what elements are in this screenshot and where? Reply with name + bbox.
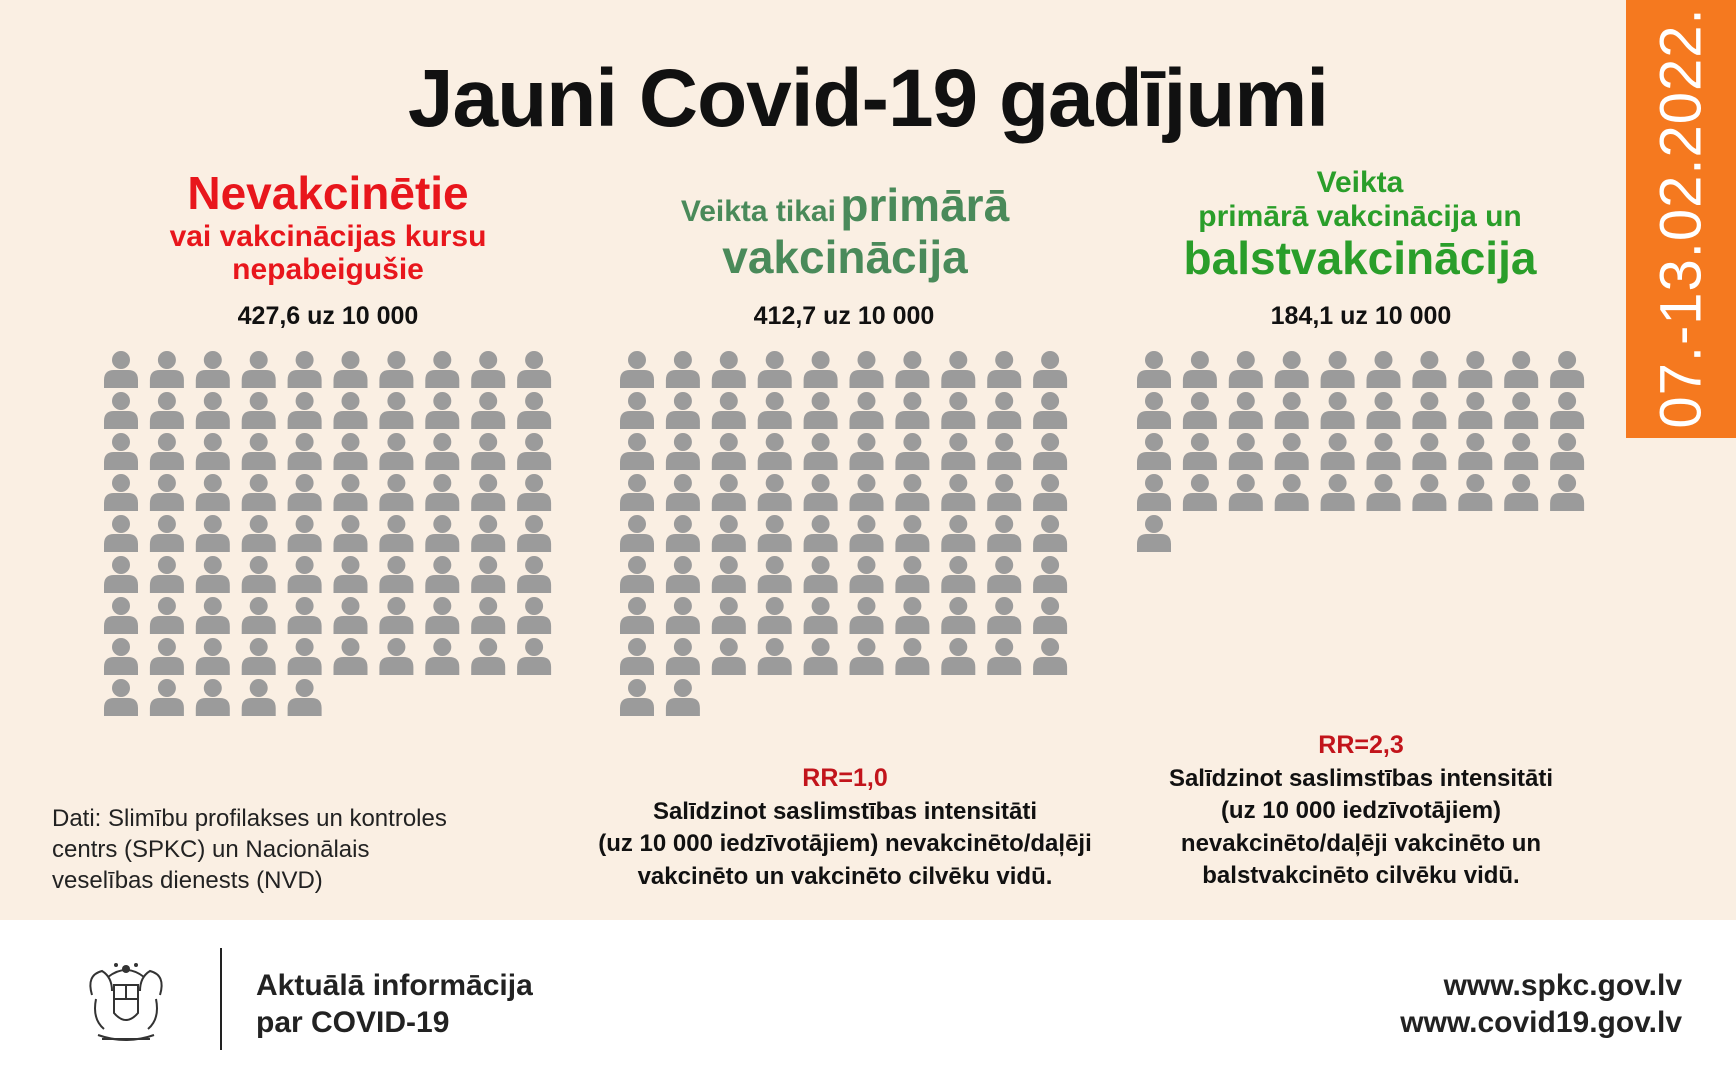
person-icon bbox=[150, 392, 184, 429]
person-icon bbox=[288, 474, 322, 511]
person-icon bbox=[334, 433, 368, 470]
person-icon bbox=[288, 679, 322, 716]
person-icon bbox=[517, 556, 551, 593]
footer-urls bbox=[1400, 968, 1682, 1041]
unvaccinated-subtitle-1: vai vakcinācijas kursu bbox=[169, 219, 487, 253]
person-icon bbox=[288, 433, 322, 470]
person-icon bbox=[620, 638, 654, 675]
person-icon bbox=[895, 351, 929, 388]
person-icon bbox=[517, 351, 551, 388]
person-icon bbox=[758, 433, 792, 470]
person-icon bbox=[471, 351, 505, 388]
person-icon bbox=[1550, 392, 1584, 429]
person-icon bbox=[666, 392, 700, 429]
person-icon bbox=[150, 474, 184, 511]
person-icon bbox=[712, 556, 746, 593]
primary-title-big: primārā bbox=[840, 179, 1010, 231]
person-icon bbox=[1321, 392, 1355, 429]
booster-rr-label: RR=2,3 bbox=[1318, 731, 1404, 759]
person-icon bbox=[895, 515, 929, 552]
person-icon bbox=[1033, 515, 1067, 552]
person-icon bbox=[150, 351, 184, 388]
person-icon bbox=[334, 351, 368, 388]
primary-rr-note bbox=[560, 762, 1130, 893]
person-icon bbox=[1367, 474, 1401, 511]
person-icon bbox=[517, 515, 551, 552]
primary-title-2: vakcinācija bbox=[722, 230, 968, 283]
person-icon bbox=[850, 433, 884, 470]
person-icon bbox=[1033, 556, 1067, 593]
person-icon bbox=[620, 474, 654, 511]
source-line-2: centrs (SPKC) un Nacionālais bbox=[52, 836, 370, 864]
person-icon bbox=[1367, 433, 1401, 470]
person-icon bbox=[471, 638, 505, 675]
person-icon bbox=[895, 597, 929, 634]
person-icon bbox=[758, 638, 792, 675]
data-source bbox=[52, 803, 472, 897]
person-icon bbox=[941, 474, 975, 511]
person-icon bbox=[987, 392, 1021, 429]
primary-rr-label: RR=1,0 bbox=[802, 764, 888, 792]
person-icon bbox=[425, 638, 459, 675]
person-icon bbox=[104, 638, 138, 675]
person-icon bbox=[1033, 597, 1067, 634]
person-icon bbox=[288, 638, 322, 675]
person-icon bbox=[104, 556, 138, 593]
person-icon bbox=[379, 638, 413, 675]
person-icon bbox=[1367, 351, 1401, 388]
person-icon bbox=[1550, 433, 1584, 470]
person-icon bbox=[941, 597, 975, 634]
person-icon bbox=[1183, 474, 1217, 511]
person-icon bbox=[1550, 474, 1584, 511]
person-icon bbox=[471, 433, 505, 470]
person-icon bbox=[425, 474, 459, 511]
person-icon bbox=[712, 392, 746, 429]
person-icon bbox=[379, 433, 413, 470]
person-icon bbox=[620, 351, 654, 388]
person-icon bbox=[850, 597, 884, 634]
person-icon bbox=[425, 433, 459, 470]
person-icon bbox=[895, 392, 929, 429]
person-icon bbox=[242, 638, 276, 675]
unvaccinated-title: Nevakcinētie bbox=[187, 167, 469, 219]
person-icon bbox=[242, 351, 276, 388]
date-range: 07.-13.02.2022. bbox=[1648, 7, 1714, 429]
person-icon bbox=[1504, 351, 1538, 388]
person-icon bbox=[1137, 433, 1171, 470]
person-icon bbox=[517, 433, 551, 470]
person-icon bbox=[1504, 433, 1538, 470]
person-icon bbox=[1137, 392, 1171, 429]
person-icon bbox=[895, 433, 929, 470]
footer-divider bbox=[220, 948, 222, 1050]
person-icon bbox=[379, 556, 413, 593]
person-icon bbox=[1229, 433, 1263, 470]
person-icon bbox=[288, 597, 322, 634]
person-icon bbox=[196, 597, 230, 634]
person-icon bbox=[1033, 351, 1067, 388]
person-icon bbox=[517, 638, 551, 675]
booster-title-3: balstvakcinācija bbox=[1183, 232, 1537, 285]
person-icon bbox=[1033, 392, 1067, 429]
person-icon bbox=[334, 515, 368, 552]
person-icon bbox=[288, 351, 322, 388]
person-icon bbox=[242, 515, 276, 552]
person-icon bbox=[242, 433, 276, 470]
person-icon bbox=[1321, 433, 1355, 470]
person-icon bbox=[987, 474, 1021, 511]
person-icon bbox=[150, 597, 184, 634]
person-icon bbox=[666, 433, 700, 470]
person-icon bbox=[941, 392, 975, 429]
person-icon bbox=[196, 351, 230, 388]
person-icon bbox=[1458, 474, 1492, 511]
person-icon bbox=[196, 392, 230, 429]
person-icon bbox=[804, 474, 838, 511]
person-icon bbox=[104, 474, 138, 511]
person-icon bbox=[1275, 351, 1309, 388]
source-line-3: veselības dienests (NVD) bbox=[52, 867, 323, 895]
primary-rr-text-2: (uz 10 000 iedzīvotājiem) nevakcinēto/daļēji bbox=[598, 830, 1092, 858]
person-icon bbox=[242, 556, 276, 593]
person-icon bbox=[471, 556, 505, 593]
person-icon bbox=[712, 474, 746, 511]
person-icon bbox=[104, 679, 138, 716]
person-icon bbox=[1183, 392, 1217, 429]
person-icon bbox=[379, 392, 413, 429]
primary-title-small: Veikta tikai bbox=[680, 195, 836, 228]
person-icon bbox=[758, 515, 792, 552]
person-icon bbox=[1033, 638, 1067, 675]
person-icon bbox=[150, 556, 184, 593]
booster-title-2: primārā vakcinācija un bbox=[1198, 199, 1522, 233]
person-icon bbox=[987, 351, 1021, 388]
person-icon bbox=[895, 474, 929, 511]
unvaccinated-subtitle-2: nepabeigušie bbox=[232, 253, 424, 287]
person-icon bbox=[196, 474, 230, 511]
person-icon bbox=[758, 392, 792, 429]
person-icon bbox=[850, 556, 884, 593]
person-icon bbox=[104, 351, 138, 388]
person-icon bbox=[242, 392, 276, 429]
source-line-1: Dati: Slimību profilakses un kontroles bbox=[52, 805, 447, 832]
person-icon bbox=[804, 392, 838, 429]
coat-of-arms-logo bbox=[72, 955, 180, 1045]
primary-rate: 412,7 uz 10 000 bbox=[753, 302, 935, 330]
person-icon bbox=[471, 515, 505, 552]
person-icon bbox=[334, 597, 368, 634]
person-icon bbox=[666, 351, 700, 388]
person-icon bbox=[895, 638, 929, 675]
person-icon bbox=[1137, 474, 1171, 511]
booster-rr-text-3: nevakcinēto/daļēji vakcinēto un bbox=[1180, 829, 1542, 857]
person-icon bbox=[666, 638, 700, 675]
booster-rr-note bbox=[1130, 729, 1592, 892]
person-icon bbox=[104, 597, 138, 634]
person-icon bbox=[334, 474, 368, 511]
person-icon bbox=[1367, 392, 1401, 429]
person-icon bbox=[758, 556, 792, 593]
spkc-link[interactable]: www.spkc.gov.lv bbox=[1443, 969, 1682, 1002]
person-icon bbox=[941, 351, 975, 388]
person-icon bbox=[1412, 474, 1446, 511]
person-icon bbox=[850, 392, 884, 429]
person-icon bbox=[620, 597, 654, 634]
person-icon bbox=[895, 556, 929, 593]
person-icon bbox=[1412, 351, 1446, 388]
person-icon bbox=[425, 515, 459, 552]
person-icon bbox=[196, 433, 230, 470]
person-icon bbox=[196, 556, 230, 593]
person-icon bbox=[987, 515, 1021, 552]
covid19-link[interactable]: www.covid19.gov.lv bbox=[1400, 1005, 1682, 1039]
person-icon bbox=[987, 638, 1021, 675]
primary-rr-text-1: Salīdzinot saslimstības intensitāti bbox=[652, 797, 1038, 825]
primary-rr-text-3: vakcinēto un vakcinēto cilvēku vidū. bbox=[637, 862, 1053, 890]
person-icon bbox=[288, 392, 322, 429]
person-icon bbox=[758, 351, 792, 388]
person-icon bbox=[196, 679, 230, 716]
person-icon bbox=[517, 392, 551, 429]
person-icon bbox=[150, 679, 184, 716]
footer-info-line-1: Aktuālā informācija bbox=[256, 969, 533, 1002]
booster-rr-text-2: (uz 10 000 iedzīvotājiem) bbox=[1220, 797, 1502, 825]
person-icon bbox=[804, 515, 838, 552]
person-icon bbox=[941, 433, 975, 470]
person-icon bbox=[517, 597, 551, 634]
person-icon bbox=[987, 556, 1021, 593]
person-icon bbox=[1504, 474, 1538, 511]
person-icon bbox=[1458, 392, 1492, 429]
person-icon bbox=[425, 556, 459, 593]
person-icon bbox=[242, 679, 276, 716]
person-icon bbox=[1275, 433, 1309, 470]
person-icon bbox=[1229, 474, 1263, 511]
person-icon bbox=[712, 433, 746, 470]
person-icon bbox=[1504, 392, 1538, 429]
person-icon bbox=[620, 515, 654, 552]
person-icon bbox=[1033, 433, 1067, 470]
person-icon bbox=[850, 515, 884, 552]
person-icon bbox=[334, 392, 368, 429]
person-icon bbox=[150, 638, 184, 675]
person-icon bbox=[242, 474, 276, 511]
person-icon bbox=[1412, 392, 1446, 429]
person-icon bbox=[666, 515, 700, 552]
person-icon bbox=[1229, 392, 1263, 429]
person-icon bbox=[1183, 433, 1217, 470]
person-icon bbox=[379, 351, 413, 388]
booster-pictogram bbox=[1137, 350, 1597, 770]
person-icon bbox=[425, 351, 459, 388]
primary-heading bbox=[590, 180, 1100, 283]
person-icon bbox=[1137, 351, 1171, 388]
unvaccinated-pictogram bbox=[104, 350, 564, 770]
person-icon bbox=[987, 433, 1021, 470]
person-icon bbox=[288, 556, 322, 593]
unvaccinated-heading bbox=[98, 168, 558, 287]
person-icon bbox=[804, 433, 838, 470]
person-icon bbox=[666, 679, 700, 716]
person-icon bbox=[620, 392, 654, 429]
person-icon bbox=[1137, 515, 1171, 552]
person-icon bbox=[379, 597, 413, 634]
person-icon bbox=[850, 474, 884, 511]
main-title: Jauni Covid-19 gadījumi bbox=[407, 53, 1329, 144]
booster-rr-text-1: Salīdzinot saslimstības intensitāti bbox=[1168, 764, 1554, 792]
person-icon bbox=[712, 515, 746, 552]
person-icon bbox=[1458, 433, 1492, 470]
person-icon bbox=[712, 351, 746, 388]
person-icon bbox=[712, 638, 746, 675]
person-icon bbox=[941, 556, 975, 593]
person-icon bbox=[471, 474, 505, 511]
person-icon bbox=[1275, 474, 1309, 511]
person-icon bbox=[1550, 351, 1584, 388]
person-icon bbox=[620, 556, 654, 593]
person-icon bbox=[666, 597, 700, 634]
person-icon bbox=[941, 638, 975, 675]
person-icon bbox=[620, 433, 654, 470]
person-icon bbox=[104, 392, 138, 429]
footer-info bbox=[256, 968, 533, 1041]
person-icon bbox=[1412, 433, 1446, 470]
unvaccinated-rate: 427,6 uz 10 000 bbox=[237, 302, 419, 330]
person-icon bbox=[471, 597, 505, 634]
person-icon bbox=[471, 392, 505, 429]
person-icon bbox=[1321, 474, 1355, 511]
person-icon bbox=[804, 597, 838, 634]
person-icon bbox=[804, 638, 838, 675]
booster-rate: 184,1 uz 10 000 bbox=[1270, 302, 1452, 330]
booster-title-1: Veikta bbox=[1316, 166, 1404, 199]
person-icon bbox=[242, 597, 276, 634]
person-icon bbox=[104, 433, 138, 470]
person-icon bbox=[104, 515, 138, 552]
person-icon bbox=[1183, 351, 1217, 388]
primary-pictogram bbox=[620, 350, 1080, 770]
person-icon bbox=[1033, 474, 1067, 511]
person-icon bbox=[425, 597, 459, 634]
footer-info-line-2: par COVID-19 bbox=[256, 1005, 450, 1039]
person-icon bbox=[517, 474, 551, 511]
person-icon bbox=[620, 679, 654, 716]
person-icon bbox=[804, 556, 838, 593]
person-icon bbox=[758, 474, 792, 511]
person-icon bbox=[1275, 392, 1309, 429]
person-icon bbox=[712, 597, 746, 634]
person-icon bbox=[987, 597, 1021, 634]
booster-heading bbox=[1130, 166, 1590, 285]
person-icon bbox=[196, 515, 230, 552]
person-icon bbox=[150, 433, 184, 470]
booster-rr-text-4: balstvakcinēto cilvēku vidū. bbox=[1202, 861, 1520, 889]
person-icon bbox=[758, 597, 792, 634]
person-icon bbox=[379, 515, 413, 552]
person-icon bbox=[150, 515, 184, 552]
person-icon bbox=[1458, 351, 1492, 388]
person-icon bbox=[379, 474, 413, 511]
person-icon bbox=[334, 638, 368, 675]
person-icon bbox=[1321, 351, 1355, 388]
person-icon bbox=[196, 638, 230, 675]
person-icon bbox=[666, 474, 700, 511]
person-icon bbox=[425, 392, 459, 429]
person-icon bbox=[804, 351, 838, 388]
person-icon bbox=[334, 556, 368, 593]
person-icon bbox=[850, 638, 884, 675]
person-icon bbox=[288, 515, 322, 552]
person-icon bbox=[941, 515, 975, 552]
person-icon bbox=[1229, 351, 1263, 388]
person-icon bbox=[666, 556, 700, 593]
person-icon bbox=[850, 351, 884, 388]
